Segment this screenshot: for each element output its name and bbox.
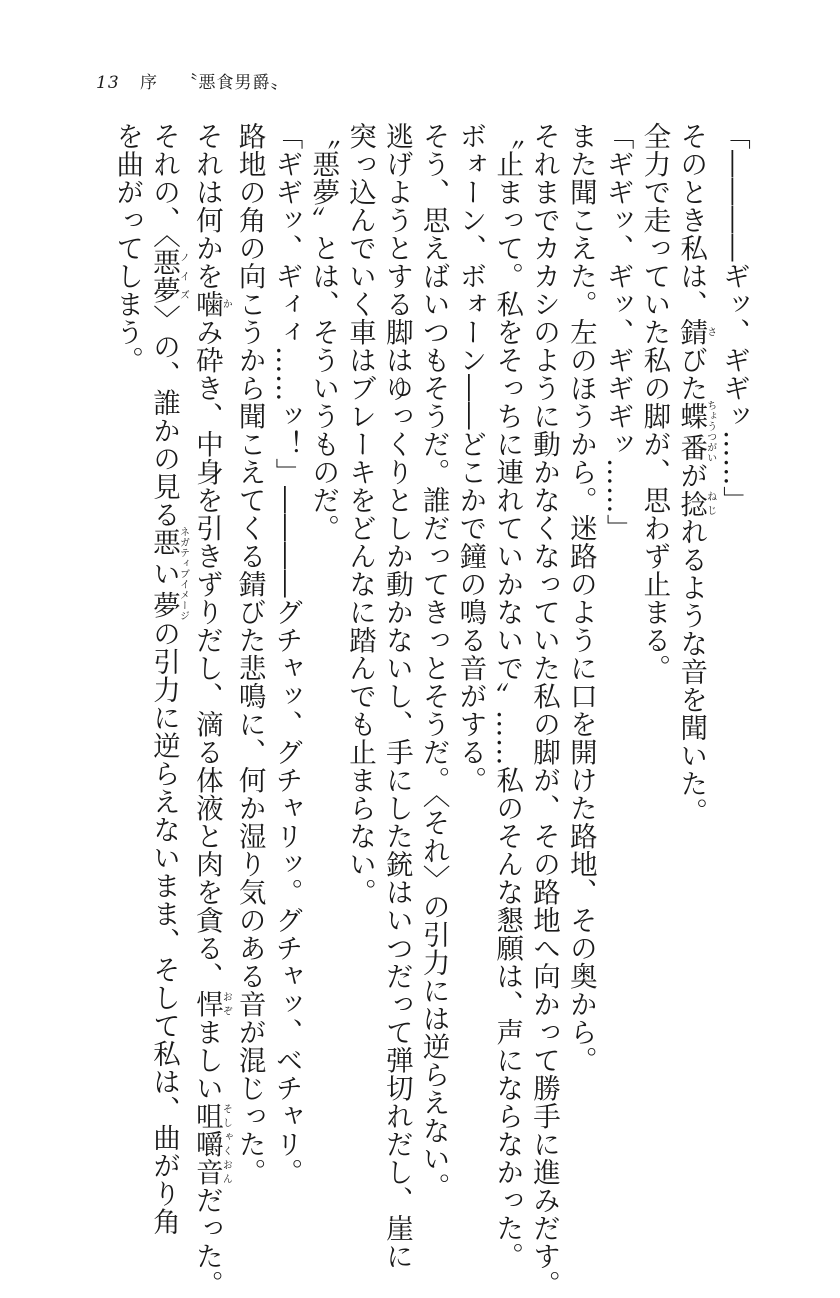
text-segment: が	[675, 461, 708, 490]
ruby-reading: さ	[704, 318, 716, 346]
running-header	[96, 68, 288, 93]
text-segment: の引力に逆らえないまま、そして私は、曲がり角	[148, 619, 181, 1236]
ruby-base: 錆	[675, 318, 708, 346]
text-line	[599, 122, 636, 1122]
text-line	[145, 122, 189, 1236]
ruby-base: 悪夢	[148, 248, 181, 305]
ruby-reading: ちょうつがい	[704, 400, 716, 464]
ruby-reading: ネガティブイメージ	[177, 526, 189, 621]
ruby-reading: そしゃくおん	[220, 1102, 232, 1186]
text-segment: 路地の角の向こうから聞こえてくる錆びた悲鳴に、何か湿り気のある音が混じった。	[233, 122, 266, 1186]
text-segment: びた	[675, 346, 708, 402]
text-line	[378, 122, 415, 1270]
text-line	[636, 122, 673, 1122]
furigana-word	[190, 290, 232, 318]
text-segment: また聞こえた。左のほうから。迷路のように口を開けた路地、その奥から。	[564, 122, 597, 1074]
chapter-title: 〝悪食男爵〟	[180, 73, 289, 93]
text-line	[304, 122, 341, 1122]
text-line	[341, 122, 378, 1122]
text-line	[452, 122, 489, 1122]
ruby-reading: おぞ	[220, 990, 232, 1018]
text-line	[231, 122, 268, 1186]
text-line	[672, 122, 715, 1122]
ruby-base: 悪い夢	[148, 526, 181, 621]
ruby-base: 噛	[190, 290, 223, 318]
ruby-reading: ねじ	[704, 489, 716, 518]
text-segment: 〉の、誰かの見る	[148, 304, 181, 529]
furigana-word	[675, 318, 716, 346]
body-text	[96, 122, 752, 1298]
furigana-word	[190, 1102, 232, 1186]
furigana-word	[148, 526, 189, 621]
ruby-base: 悍	[190, 990, 223, 1018]
text-line	[562, 122, 599, 1122]
furigana-word	[148, 248, 189, 305]
chapter-label: 序	[140, 73, 159, 93]
text-segment: それまでカカシのように動かなくなっていた私の脚が、その路地へ向かって勝手に進みだす。	[528, 122, 561, 1298]
page-number: 13	[96, 73, 120, 93]
ruby-reading: か	[220, 290, 232, 318]
text-line	[108, 122, 145, 1122]
text-segment: 逃げようとする脚はゆっくりとしか動かないし、手にした銃はいつだって弾切れだし、崖に	[380, 122, 413, 1270]
text-segment: 〝悪夢〟とは、そういうものだ。	[307, 122, 340, 542]
text-segment: 〝止まって。私をそっちに連れていかないで〟……私のそんな懇願は、声にならなかった。	[491, 122, 524, 1270]
text-segment: み砕き、中身を引きずりだし、滴る体液と肉を貪る、	[190, 318, 223, 990]
text-segment: そのとき私は、	[675, 122, 708, 318]
text-line	[525, 122, 562, 1298]
text-segment: ボォーン、ボォーン――どこかで鐘の鳴る音がする。	[454, 122, 487, 794]
text-segment: を曲がってしまう。	[111, 122, 144, 374]
text-segment: 「――――ギッ、ギギッ……」	[718, 122, 750, 514]
furigana-word	[675, 489, 716, 518]
ruby-base: 蝶番	[675, 400, 708, 464]
text-segment: 「ギギッ、ギッ、ギギギッ……」	[601, 122, 634, 542]
furigana-word	[190, 990, 232, 1018]
text-segment: だった。	[190, 1186, 223, 1298]
text-line	[188, 122, 232, 1298]
text-line	[415, 122, 452, 1201]
text-segment: それの、〈	[148, 122, 181, 249]
text-line	[268, 122, 305, 1186]
text-segment: 突っ込んでいく車はブレーキをどんなに踏んでも止まらない。	[344, 122, 377, 906]
furigana-word	[675, 400, 716, 464]
text-segment: 「ギギッ、ギィィ……ッ！」――――グチャッ、グチャリッ。グチャッ、ベチャリ。	[270, 122, 303, 1186]
text-segment: 全力で走っていた私の脚が、思わず止まる。	[638, 122, 671, 682]
text-segment: それは何かを	[190, 122, 223, 290]
ruby-base: 咀嚼音	[190, 1102, 223, 1186]
text-line	[488, 122, 525, 1270]
text-segment: れるような音を聞いた。	[675, 517, 708, 826]
text-line	[715, 122, 752, 1122]
ruby-reading: ノイズ	[177, 248, 189, 305]
text-segment: ましい	[190, 1018, 223, 1102]
text-segment: そう、思えばいつもそうだ。誰だってきっとそうだ。〈それ〉の引力には逆らえない。	[417, 122, 450, 1201]
ruby-base: 捻	[675, 489, 708, 518]
